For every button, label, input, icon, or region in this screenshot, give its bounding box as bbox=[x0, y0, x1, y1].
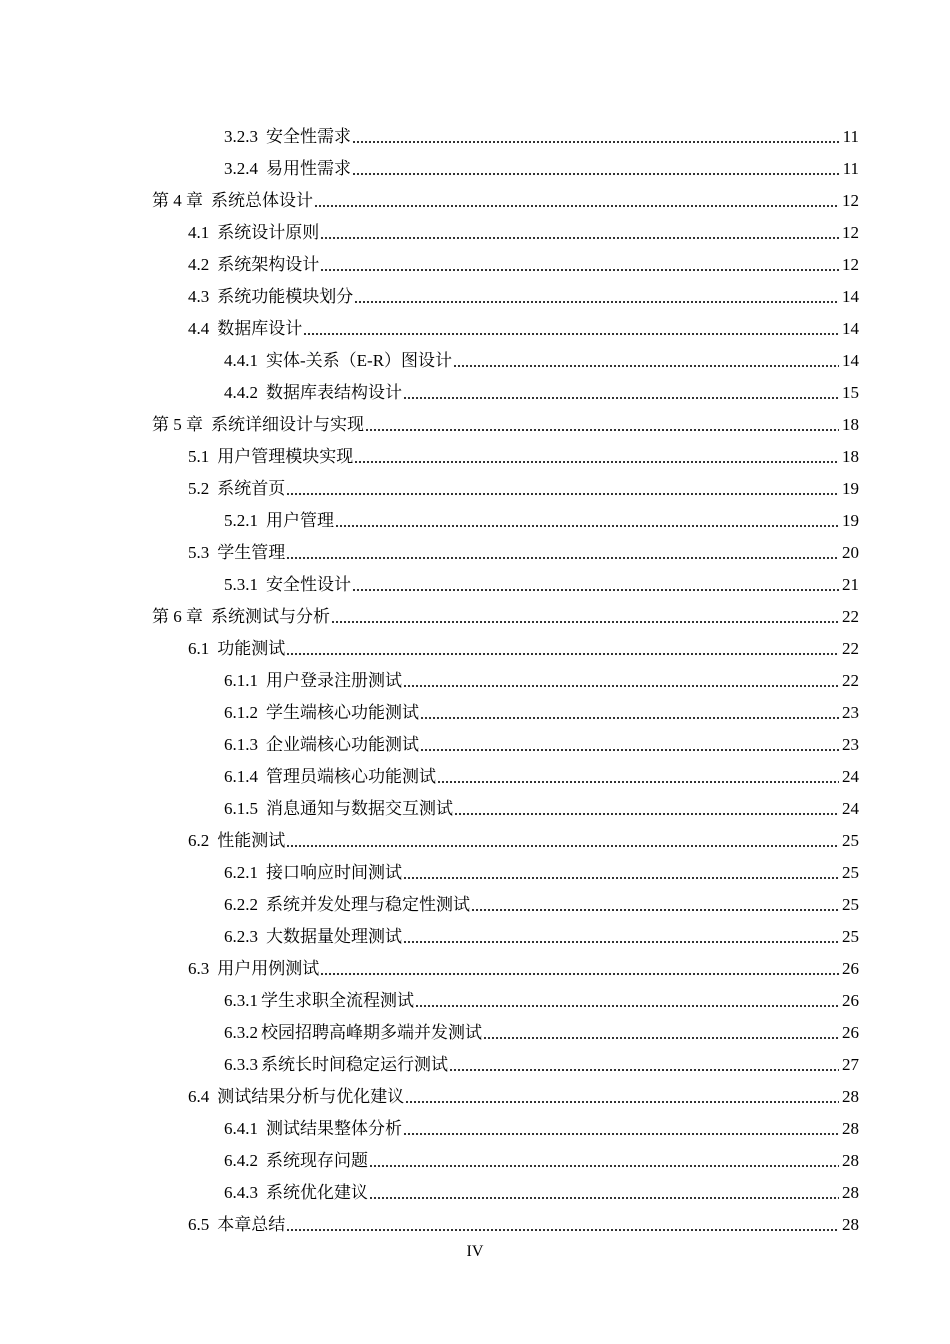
toc-entry-number: 5.2 bbox=[188, 479, 210, 498]
toc-entry-number: 6.1.4 bbox=[224, 767, 258, 786]
toc-entry-label bbox=[188, 1214, 285, 1236]
toc-entry-title: 系统架构设计 bbox=[217, 255, 320, 274]
toc-entry-number: 4.1 bbox=[188, 223, 210, 242]
toc-dot-leader bbox=[302, 318, 841, 340]
toc-dot-leader bbox=[402, 670, 841, 692]
toc-entry-number: 6.4.2 bbox=[224, 1151, 258, 1170]
toc-dot-leader bbox=[452, 350, 841, 372]
toc-entry-label bbox=[224, 798, 453, 820]
toc-dot-leader bbox=[402, 1118, 841, 1140]
toc-entry-title: 用户登录注册测试 bbox=[266, 671, 402, 690]
toc-dot-leader bbox=[330, 606, 841, 628]
toc-entry-number: 6.3 bbox=[188, 959, 210, 978]
toc-dot-leader bbox=[285, 542, 841, 564]
toc-entry-title: 消息通知与数据交互测试 bbox=[266, 799, 453, 818]
toc-dot-leader bbox=[419, 702, 841, 724]
toc-entry[interactable] bbox=[0, 1140, 950, 1172]
toc-entry-page: 21 bbox=[842, 575, 859, 594]
toc-entry[interactable] bbox=[0, 244, 950, 276]
toc-entry-label bbox=[224, 574, 351, 596]
toc-entry-page: 26 bbox=[842, 1023, 859, 1042]
toc-dot-leader bbox=[436, 766, 841, 788]
toc-dot-leader bbox=[353, 446, 841, 468]
toc-entry-label bbox=[224, 350, 452, 372]
toc-entry-page: 12 bbox=[842, 255, 859, 274]
toc-entry-label bbox=[188, 830, 285, 852]
toc-entry-number: 4.4.1 bbox=[224, 351, 258, 370]
toc-entry[interactable] bbox=[0, 212, 950, 244]
toc-entry-page: 22 bbox=[842, 671, 859, 690]
toc-entry-number: 6.1.2 bbox=[224, 703, 258, 722]
toc-entry-number: 6.1 bbox=[188, 639, 210, 658]
toc-entry-number: 5.2.1 bbox=[224, 511, 258, 530]
toc-entry-title: 企业端核心功能测试 bbox=[266, 735, 419, 754]
toc-entry-number: 4.3 bbox=[188, 287, 210, 306]
toc-entry-number: 6.1.5 bbox=[224, 799, 258, 818]
toc-entry-page: 19 bbox=[842, 511, 859, 530]
toc-dot-leader bbox=[368, 1150, 841, 1172]
toc-entry[interactable] bbox=[0, 276, 950, 308]
toc-entry-label bbox=[224, 670, 402, 692]
toc-dot-leader bbox=[334, 510, 841, 532]
toc-entry[interactable] bbox=[0, 1076, 950, 1108]
toc-entry[interactable] bbox=[0, 884, 950, 916]
toc-dot-leader bbox=[351, 158, 841, 180]
toc-entry[interactable] bbox=[0, 596, 950, 628]
toc-entry-number: 6.4 bbox=[188, 1087, 210, 1106]
toc-entry[interactable] bbox=[0, 980, 950, 1012]
toc-entry[interactable] bbox=[0, 1108, 950, 1140]
toc-entry-page: 25 bbox=[842, 927, 859, 946]
toc-entry[interactable] bbox=[0, 852, 950, 884]
toc-entry-label bbox=[188, 1086, 404, 1108]
toc-entry-page: 18 bbox=[842, 447, 859, 466]
toc-entry-page: 11 bbox=[842, 127, 859, 146]
toc-entry[interactable] bbox=[0, 948, 950, 980]
toc-entry-page: 22 bbox=[842, 607, 859, 626]
toc-entry-label bbox=[188, 638, 285, 660]
toc-entry-title: 用户管理 bbox=[266, 511, 334, 530]
toc-entry-title: 管理员端核心功能测试 bbox=[266, 767, 436, 786]
toc-entry-label bbox=[188, 478, 285, 500]
toc-entry-label bbox=[224, 1022, 482, 1044]
toc-entry-title: 用户用例测试 bbox=[217, 959, 320, 978]
toc-dot-leader bbox=[470, 894, 841, 916]
toc-entry-label bbox=[152, 414, 364, 436]
toc-entry-page: 11 bbox=[842, 159, 859, 178]
toc-entry[interactable] bbox=[0, 1012, 950, 1044]
toc-dot-leader bbox=[351, 574, 841, 596]
toc-entry-page: 26 bbox=[842, 959, 859, 978]
toc-entry-title: 系统首页 bbox=[217, 479, 286, 498]
toc-entry-number: 第 6 章 bbox=[152, 607, 203, 626]
toc-entry-title: 学生求职全流程测试 bbox=[261, 991, 414, 1010]
toc-dot-leader bbox=[402, 862, 841, 884]
toc-dot-leader bbox=[402, 382, 841, 404]
toc-entry-number: 6.1.1 bbox=[224, 671, 258, 690]
toc-entry[interactable] bbox=[0, 820, 950, 852]
toc-entry-page: 28 bbox=[842, 1151, 859, 1170]
toc-entry-title: 校园招聘高峰期多端并发测试 bbox=[261, 1023, 482, 1042]
toc-entry-label bbox=[188, 286, 353, 308]
toc-entry-number: 6.5 bbox=[188, 1215, 210, 1234]
toc-dot-leader bbox=[482, 1022, 841, 1044]
toc-entry-title: 实体-关系（E-R）图设计 bbox=[266, 351, 453, 370]
toc-entry[interactable] bbox=[0, 692, 950, 724]
toc-entry-number: 4.4.2 bbox=[224, 383, 258, 402]
toc-entry-page: 14 bbox=[842, 319, 859, 338]
toc-entry-page: 28 bbox=[842, 1183, 859, 1202]
toc-entry-label bbox=[224, 990, 414, 1012]
toc-entry[interactable] bbox=[0, 1044, 950, 1076]
toc-entry-title: 数据库表结构设计 bbox=[266, 383, 402, 402]
toc-entry-title: 数据库设计 bbox=[217, 319, 303, 338]
toc-entry-label bbox=[224, 926, 402, 948]
toc-entry-page: 12 bbox=[842, 223, 859, 242]
toc-dot-leader bbox=[319, 254, 841, 276]
toc-entry-number: 6.2.3 bbox=[224, 927, 258, 946]
toc-dot-leader bbox=[364, 414, 841, 436]
toc-entry-title: 测试结果整体分析 bbox=[266, 1119, 402, 1138]
toc-entry-label bbox=[224, 382, 402, 404]
toc-entry[interactable] bbox=[0, 756, 950, 788]
toc-entry-number: 5.3.1 bbox=[224, 575, 258, 594]
toc-entry-label bbox=[188, 542, 285, 564]
toc-entry-number: 6.2 bbox=[188, 831, 210, 850]
toc-entry-page: 26 bbox=[842, 991, 859, 1010]
toc-dot-leader bbox=[402, 926, 841, 948]
toc-entry-title: 本章总结 bbox=[217, 1215, 286, 1234]
toc-dot-leader bbox=[285, 830, 841, 852]
toc-entry-page: 22 bbox=[842, 639, 859, 658]
toc-entry-title: 系统功能模块划分 bbox=[217, 287, 354, 306]
toc-entry-number: 4.2 bbox=[188, 255, 210, 274]
toc-entry[interactable] bbox=[0, 916, 950, 948]
toc-entry-title: 功能测试 bbox=[217, 639, 286, 658]
toc-entry-number: 6.3.2 bbox=[224, 1023, 258, 1042]
toc-entry-label bbox=[224, 1118, 402, 1140]
toc-entry[interactable] bbox=[0, 340, 950, 372]
page-number-footer: IV bbox=[466, 1243, 484, 1260]
toc-entry[interactable] bbox=[0, 500, 950, 532]
toc-dot-leader bbox=[319, 222, 841, 244]
toc-entry-title: 大数据量处理测试 bbox=[266, 927, 402, 946]
toc-entry-number: 6.2.1 bbox=[224, 863, 258, 882]
toc-entry-label bbox=[224, 1054, 448, 1076]
toc-entry-label bbox=[224, 1182, 368, 1204]
toc-dot-leader bbox=[448, 1054, 841, 1076]
toc-entry-page: 28 bbox=[842, 1119, 859, 1138]
toc-entry-label bbox=[188, 446, 353, 468]
toc-entry[interactable] bbox=[0, 116, 950, 148]
toc-entry-title: 用户管理模块实现 bbox=[217, 447, 354, 466]
toc-entry-page: 28 bbox=[842, 1087, 859, 1106]
toc-entry-label bbox=[224, 766, 436, 788]
toc-entry-number: 第 4 章 bbox=[152, 191, 203, 210]
toc-entry-number: 6.3.3 bbox=[224, 1055, 258, 1074]
toc-entry-page: 14 bbox=[842, 287, 859, 306]
toc-entry[interactable] bbox=[0, 628, 950, 660]
toc-entry-label bbox=[188, 254, 319, 276]
toc-entry-title: 系统长时间稳定运行测试 bbox=[261, 1055, 448, 1074]
toc-entry-title: 系统现存问题 bbox=[266, 1151, 368, 1170]
toc-entry[interactable] bbox=[0, 180, 950, 212]
toc-dot-leader bbox=[404, 1086, 841, 1108]
toc-entry[interactable] bbox=[0, 404, 950, 436]
toc-entry-number: 6.3.1 bbox=[224, 991, 258, 1010]
toc-entry[interactable] bbox=[0, 1204, 950, 1236]
toc-entry-title: 系统并发处理与稳定性测试 bbox=[266, 895, 470, 914]
toc-entry-title: 系统测试与分析 bbox=[211, 607, 330, 626]
toc-entry-page: 24 bbox=[842, 799, 859, 818]
toc-entry-number: 6.4.1 bbox=[224, 1119, 258, 1138]
toc-entry-number: 6.4.3 bbox=[224, 1183, 258, 1202]
toc-dot-leader bbox=[419, 734, 841, 756]
toc-entry-label bbox=[152, 606, 330, 628]
toc-entry-page: 25 bbox=[842, 895, 859, 914]
toc-entry-page: 23 bbox=[842, 735, 859, 754]
toc-entry-page: 23 bbox=[842, 703, 859, 722]
toc-entry-page: 28 bbox=[842, 1215, 859, 1234]
toc-entry[interactable] bbox=[0, 532, 950, 564]
toc-entry-label bbox=[224, 126, 351, 148]
toc-entry-label bbox=[224, 702, 419, 724]
toc-entry-label bbox=[224, 734, 419, 756]
toc-dot-leader bbox=[414, 990, 841, 1012]
toc-entry-page: 20 bbox=[842, 543, 859, 562]
toc-entry-page: 27 bbox=[842, 1055, 859, 1074]
toc-entry-title: 易用性需求 bbox=[266, 159, 351, 178]
toc-entry-label bbox=[224, 510, 334, 532]
toc-entry-title: 系统总体设计 bbox=[211, 191, 313, 210]
toc-entry-title: 系统设计原则 bbox=[217, 223, 320, 242]
toc-entry-number: 4.4 bbox=[188, 319, 210, 338]
toc-entry-number: 6.1.3 bbox=[224, 735, 258, 754]
toc-entry-label bbox=[224, 158, 351, 180]
toc-entry-label bbox=[188, 958, 319, 980]
toc-entry-page: 25 bbox=[842, 863, 859, 882]
toc-entry-title: 安全性需求 bbox=[266, 127, 351, 146]
toc-entry[interactable] bbox=[0, 724, 950, 756]
toc-dot-leader bbox=[319, 958, 841, 980]
toc-entry-number: 5.3 bbox=[188, 543, 210, 562]
toc-entry-number: 3.2.4 bbox=[224, 159, 258, 178]
toc-entry-number: 6.2.2 bbox=[224, 895, 258, 914]
toc-entry-label bbox=[188, 222, 319, 244]
toc-entry-title: 性能测试 bbox=[217, 831, 286, 850]
toc-entry-title: 学生端核心功能测试 bbox=[266, 703, 419, 722]
toc-entry-label bbox=[224, 862, 402, 884]
toc-entry[interactable] bbox=[0, 788, 950, 820]
toc-entry-title: 接口响应时间测试 bbox=[266, 863, 402, 882]
toc-entry[interactable] bbox=[0, 1172, 950, 1204]
toc-entry-page: 12 bbox=[842, 191, 859, 210]
toc-entry-title: 系统优化建议 bbox=[266, 1183, 368, 1202]
toc-entry-label bbox=[224, 1150, 368, 1172]
table-of-contents bbox=[0, 116, 950, 1236]
toc-entry-label bbox=[188, 318, 302, 340]
toc-entry-label bbox=[152, 190, 313, 212]
toc-entry-number: 5.1 bbox=[188, 447, 210, 466]
toc-dot-leader bbox=[368, 1182, 841, 1204]
toc-entry[interactable] bbox=[0, 564, 950, 596]
toc-dot-leader bbox=[285, 638, 841, 660]
toc-entry-page: 25 bbox=[842, 831, 859, 850]
toc-entry[interactable] bbox=[0, 372, 950, 404]
toc-entry[interactable] bbox=[0, 660, 950, 692]
toc-entry-page: 24 bbox=[842, 767, 859, 786]
toc-entry[interactable] bbox=[0, 468, 950, 500]
toc-entry-title: 测试结果分析与优化建议 bbox=[217, 1087, 405, 1106]
toc-dot-leader bbox=[453, 798, 841, 820]
toc-entry-page: 14 bbox=[842, 351, 859, 370]
toc-entry-number: 3.2.3 bbox=[224, 127, 258, 146]
toc-entry-page: 19 bbox=[842, 479, 859, 498]
toc-entry-label bbox=[224, 894, 470, 916]
toc-entry[interactable] bbox=[0, 148, 950, 180]
toc-dot-leader bbox=[313, 190, 841, 212]
toc-entry-title: 系统详细设计与实现 bbox=[211, 415, 364, 434]
toc-dot-leader bbox=[353, 286, 841, 308]
toc-entry-page: 18 bbox=[842, 415, 859, 434]
toc-entry-title: 学生管理 bbox=[217, 543, 286, 562]
toc-dot-leader bbox=[285, 1214, 841, 1236]
toc-entry-page: 15 bbox=[842, 383, 859, 402]
toc-entry-number: 第 5 章 bbox=[152, 415, 203, 434]
toc-entry[interactable] bbox=[0, 308, 950, 340]
toc-entry[interactable] bbox=[0, 436, 950, 468]
toc-dot-leader bbox=[351, 126, 841, 148]
toc-dot-leader bbox=[285, 478, 841, 500]
toc-entry-title: 安全性设计 bbox=[266, 575, 351, 594]
